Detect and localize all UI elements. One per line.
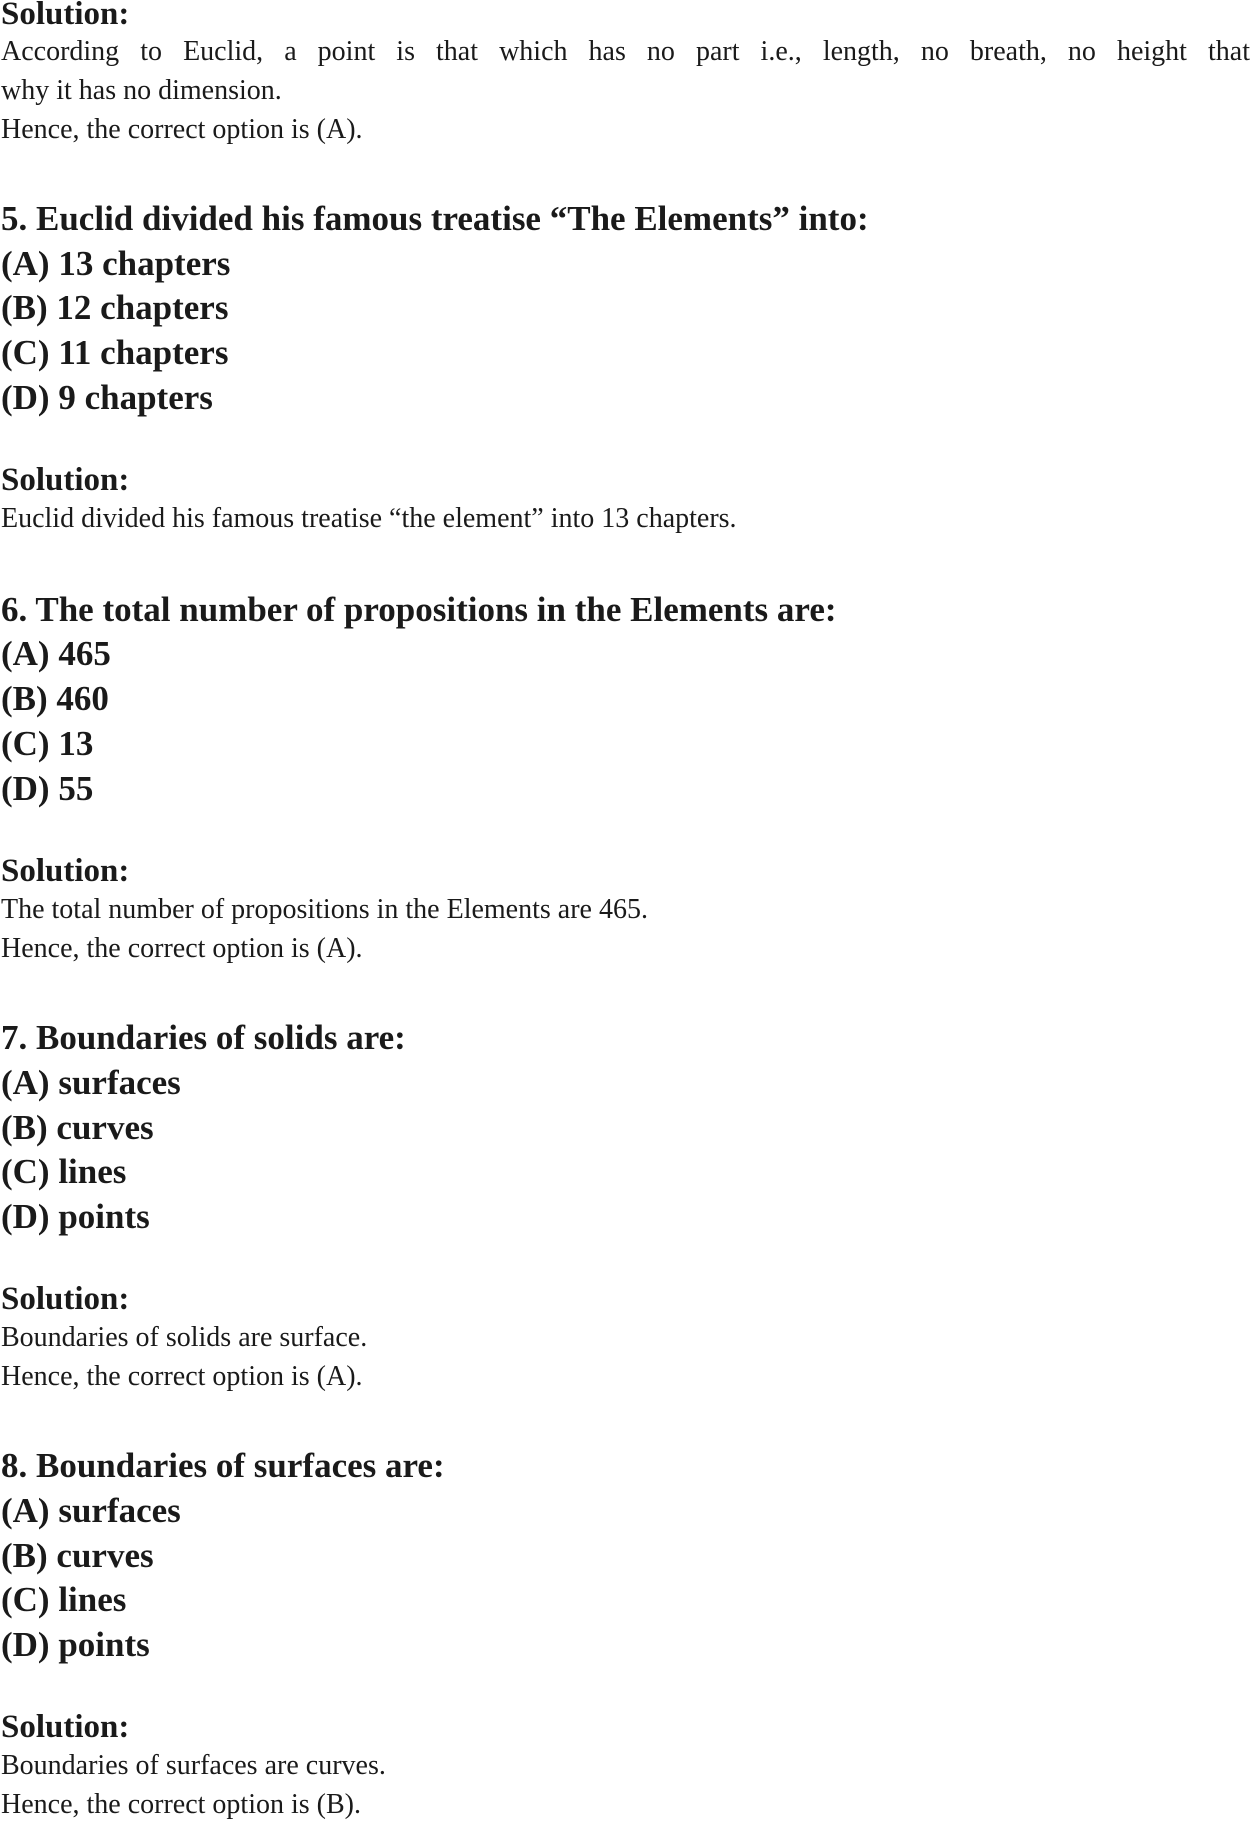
option-b: (B) curves: [1, 1536, 154, 1575]
option-b: (B) curves: [1, 1108, 154, 1147]
option-c: (C) 11 chapters: [1, 333, 229, 372]
option-a: (A) 465: [1, 634, 111, 673]
solution-label: Solution:: [1, 1709, 130, 1745]
option-c: (C) lines: [1, 1580, 127, 1619]
solution-text-line: According to Euclid, a point is that which has no part i.e., length, no breath, no height that: [1, 36, 1250, 67]
solution-text-line: Hence, the correct option is (A).: [1, 114, 363, 145]
option-d: (D) points: [1, 1625, 150, 1664]
question-text: 7. Boundaries of solids are:: [1, 1018, 406, 1057]
solution-text-line: Hence, the correct option is (A).: [1, 1361, 363, 1392]
solution-text-line: Boundaries of surfaces are curves.: [1, 1750, 386, 1781]
solution-text-line: Boundaries of solids are surface.: [1, 1322, 368, 1353]
solution-text-line: The total number of propositions in the Elements are 465.: [1, 894, 648, 925]
question-text: 5. Euclid divided his famous treatise “The Elements” into:: [1, 199, 869, 238]
solution-label: Solution:: [1, 462, 130, 498]
solution-text-line: why it has no dimension.: [1, 75, 282, 106]
option-c: (C) lines: [1, 1152, 127, 1191]
option-d: (D) points: [1, 1197, 150, 1236]
option-a: (A) surfaces: [1, 1491, 181, 1530]
solution-label: Solution:: [1, 853, 130, 889]
option-b: (B) 12 chapters: [1, 288, 229, 327]
option-d: (D) 55: [1, 769, 94, 808]
solution-text-line: Euclid divided his famous treatise “the element” into 13 chapters.: [1, 503, 737, 534]
option-c: (C) 13: [1, 724, 94, 763]
question-text: 8. Boundaries of surfaces are:: [1, 1446, 445, 1485]
option-d: (D) 9 chapters: [1, 378, 213, 417]
question-text: 6. The total number of propositions in the Elements are:: [1, 590, 837, 629]
option-b: (B) 460: [1, 679, 109, 718]
solution-label: Solution:: [1, 0, 130, 32]
solution-label: Solution:: [1, 1281, 130, 1317]
solution-text-line: Hence, the correct option is (B).: [1, 1789, 361, 1820]
option-a: (A) 13 chapters: [1, 244, 231, 283]
option-a: (A) surfaces: [1, 1063, 181, 1102]
solution-text-line: Hence, the correct option is (A).: [1, 933, 363, 964]
